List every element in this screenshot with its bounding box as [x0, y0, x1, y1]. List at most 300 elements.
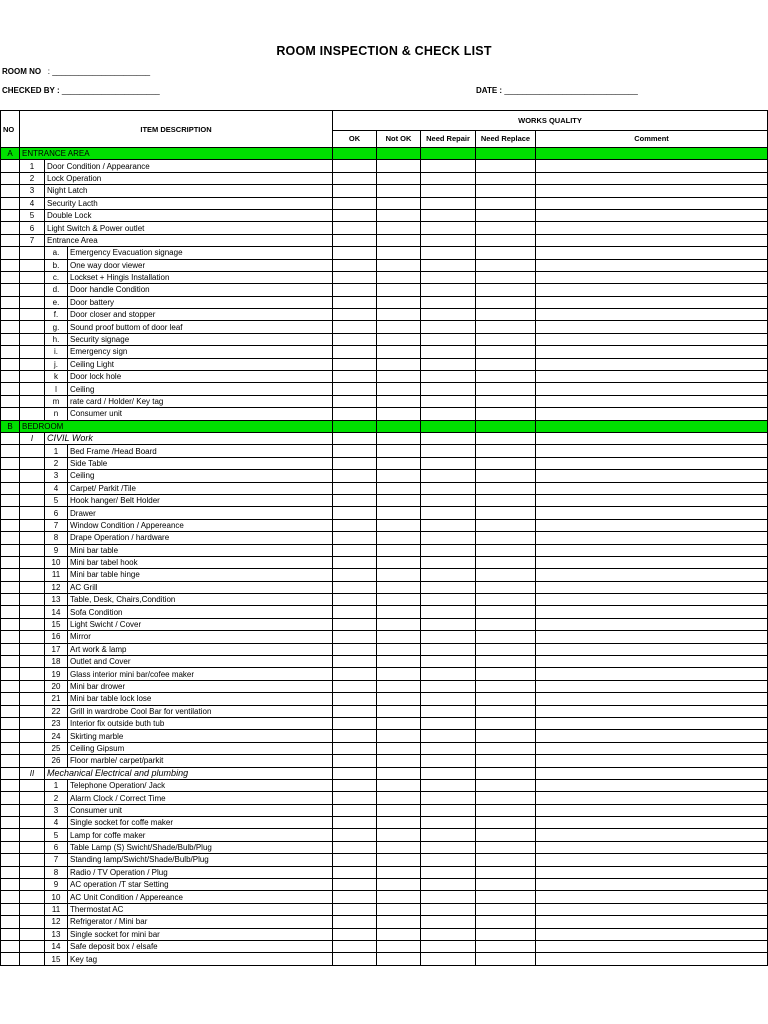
- ok-cell[interactable]: [333, 160, 377, 172]
- not-ok-cell[interactable]: [377, 631, 421, 643]
- comment-cell[interactable]: [536, 185, 768, 197]
- not-ok-cell[interactable]: [377, 358, 421, 370]
- ok-cell[interactable]: [333, 482, 377, 494]
- not-ok-cell[interactable]: [377, 532, 421, 544]
- ok-cell[interactable]: [333, 705, 377, 717]
- not-ok-cell[interactable]: [377, 903, 421, 915]
- need-replace-cell[interactable]: [476, 631, 536, 643]
- ok-cell[interactable]: [333, 916, 377, 928]
- need-repair-cell[interactable]: [421, 879, 476, 891]
- comment-cell[interactable]: [536, 197, 768, 209]
- need-repair-cell[interactable]: [421, 755, 476, 767]
- need-replace-cell[interactable]: [476, 395, 536, 407]
- ok-cell[interactable]: [333, 247, 377, 259]
- not-ok-cell[interactable]: [377, 544, 421, 556]
- need-replace-cell[interactable]: [476, 321, 536, 333]
- need-replace-cell[interactable]: [476, 247, 536, 259]
- not-ok-cell[interactable]: [377, 494, 421, 506]
- need-replace-cell[interactable]: [476, 916, 536, 928]
- need-repair-cell[interactable]: [421, 841, 476, 853]
- need-repair-cell[interactable]: [421, 371, 476, 383]
- ok-cell[interactable]: [333, 903, 377, 915]
- need-replace-cell[interactable]: [476, 618, 536, 630]
- need-repair-cell[interactable]: [421, 185, 476, 197]
- ok-cell[interactable]: [333, 569, 377, 581]
- not-ok-cell[interactable]: [377, 569, 421, 581]
- need-repair-cell[interactable]: [421, 470, 476, 482]
- not-ok-cell[interactable]: [377, 953, 421, 965]
- not-ok-cell[interactable]: [377, 309, 421, 321]
- need-repair-cell[interactable]: [421, 234, 476, 246]
- not-ok-cell[interactable]: [377, 618, 421, 630]
- need-replace-cell[interactable]: [476, 804, 536, 816]
- comment-cell[interactable]: [536, 271, 768, 283]
- need-replace-cell[interactable]: [476, 259, 536, 271]
- need-replace-cell[interactable]: [476, 148, 536, 160]
- need-repair-cell[interactable]: [421, 916, 476, 928]
- need-repair-cell[interactable]: [421, 309, 476, 321]
- not-ok-cell[interactable]: [377, 829, 421, 841]
- comment-cell[interactable]: [536, 643, 768, 655]
- not-ok-cell[interactable]: [377, 841, 421, 853]
- need-replace-cell[interactable]: [476, 581, 536, 593]
- need-repair-cell[interactable]: [421, 606, 476, 618]
- comment-cell[interactable]: [536, 494, 768, 506]
- need-repair-cell[interactable]: [421, 779, 476, 791]
- not-ok-cell[interactable]: [377, 395, 421, 407]
- need-repair-cell[interactable]: [421, 742, 476, 754]
- need-repair-cell[interactable]: [421, 247, 476, 259]
- not-ok-cell[interactable]: [377, 284, 421, 296]
- comment-cell[interactable]: [536, 705, 768, 717]
- comment-cell[interactable]: [536, 234, 768, 246]
- need-repair-cell[interactable]: [421, 321, 476, 333]
- need-repair-cell[interactable]: [421, 172, 476, 184]
- need-repair-cell[interactable]: [421, 532, 476, 544]
- need-replace-cell[interactable]: [476, 197, 536, 209]
- comment-cell[interactable]: [536, 953, 768, 965]
- need-repair-cell[interactable]: [421, 284, 476, 296]
- checked-by-field[interactable]: [2, 86, 160, 95]
- need-replace-cell[interactable]: [476, 271, 536, 283]
- not-ok-cell[interactable]: [377, 222, 421, 234]
- need-replace-cell[interactable]: [476, 284, 536, 296]
- need-repair-cell[interactable]: [421, 668, 476, 680]
- ok-cell[interactable]: [333, 148, 377, 160]
- need-replace-cell[interactable]: [476, 891, 536, 903]
- need-repair-cell[interactable]: [421, 271, 476, 283]
- not-ok-cell[interactable]: [377, 371, 421, 383]
- comment-cell[interactable]: [536, 222, 768, 234]
- need-replace-cell[interactable]: [476, 829, 536, 841]
- need-replace-cell[interactable]: [476, 730, 536, 742]
- ok-cell[interactable]: [333, 755, 377, 767]
- ok-cell[interactable]: [333, 408, 377, 420]
- ok-cell[interactable]: [333, 234, 377, 246]
- need-replace-cell[interactable]: [476, 544, 536, 556]
- comment-cell[interactable]: [536, 594, 768, 606]
- need-replace-cell[interactable]: [476, 160, 536, 172]
- ok-cell[interactable]: [333, 693, 377, 705]
- ok-cell[interactable]: [333, 953, 377, 965]
- comment-cell[interactable]: [536, 903, 768, 915]
- ok-cell[interactable]: [333, 631, 377, 643]
- comment-cell[interactable]: [536, 371, 768, 383]
- need-repair-cell[interactable]: [421, 730, 476, 742]
- comment-cell[interactable]: [536, 160, 768, 172]
- need-replace-cell[interactable]: [476, 432, 536, 444]
- not-ok-cell[interactable]: [377, 705, 421, 717]
- need-repair-cell[interactable]: [421, 346, 476, 358]
- comment-cell[interactable]: [536, 742, 768, 754]
- not-ok-cell[interactable]: [377, 767, 421, 779]
- need-repair-cell[interactable]: [421, 631, 476, 643]
- ok-cell[interactable]: [333, 817, 377, 829]
- ok-cell[interactable]: [333, 841, 377, 853]
- ok-cell[interactable]: [333, 668, 377, 680]
- ok-cell[interactable]: [333, 804, 377, 816]
- not-ok-cell[interactable]: [377, 420, 421, 432]
- need-repair-cell[interactable]: [421, 854, 476, 866]
- not-ok-cell[interactable]: [377, 928, 421, 940]
- ok-cell[interactable]: [333, 829, 377, 841]
- not-ok-cell[interactable]: [377, 346, 421, 358]
- need-replace-cell[interactable]: [476, 333, 536, 345]
- not-ok-cell[interactable]: [377, 680, 421, 692]
- need-repair-cell[interactable]: [421, 457, 476, 469]
- comment-cell[interactable]: [536, 532, 768, 544]
- need-repair-cell[interactable]: [421, 544, 476, 556]
- not-ok-cell[interactable]: [377, 717, 421, 729]
- need-repair-cell[interactable]: [421, 259, 476, 271]
- need-replace-cell[interactable]: [476, 792, 536, 804]
- comment-cell[interactable]: [536, 358, 768, 370]
- comment-cell[interactable]: [536, 941, 768, 953]
- need-repair-cell[interactable]: [421, 680, 476, 692]
- need-replace-cell[interactable]: [476, 779, 536, 791]
- ok-cell[interactable]: [333, 259, 377, 271]
- not-ok-cell[interactable]: [377, 779, 421, 791]
- comment-cell[interactable]: [536, 891, 768, 903]
- room-no-field[interactable]: [2, 67, 150, 76]
- not-ok-cell[interactable]: [377, 408, 421, 420]
- comment-cell[interactable]: [536, 209, 768, 221]
- ok-cell[interactable]: [333, 358, 377, 370]
- need-replace-cell[interactable]: [476, 817, 536, 829]
- ok-cell[interactable]: [333, 209, 377, 221]
- ok-cell[interactable]: [333, 656, 377, 668]
- need-repair-cell[interactable]: [421, 209, 476, 221]
- comment-cell[interactable]: [536, 457, 768, 469]
- need-replace-cell[interactable]: [476, 680, 536, 692]
- comment-cell[interactable]: [536, 408, 768, 420]
- ok-cell[interactable]: [333, 594, 377, 606]
- need-repair-cell[interactable]: [421, 581, 476, 593]
- need-replace-cell[interactable]: [476, 494, 536, 506]
- need-replace-cell[interactable]: [476, 941, 536, 953]
- need-replace-cell[interactable]: [476, 556, 536, 568]
- not-ok-cell[interactable]: [377, 581, 421, 593]
- ok-cell[interactable]: [333, 519, 377, 531]
- not-ok-cell[interactable]: [377, 730, 421, 742]
- not-ok-cell[interactable]: [377, 197, 421, 209]
- need-replace-cell[interactable]: [476, 903, 536, 915]
- ok-cell[interactable]: [333, 779, 377, 791]
- not-ok-cell[interactable]: [377, 247, 421, 259]
- comment-cell[interactable]: [536, 259, 768, 271]
- not-ok-cell[interactable]: [377, 891, 421, 903]
- need-replace-cell[interactable]: [476, 209, 536, 221]
- need-repair-cell[interactable]: [421, 643, 476, 655]
- need-repair-cell[interactable]: [421, 445, 476, 457]
- comment-cell[interactable]: [536, 817, 768, 829]
- need-repair-cell[interactable]: [421, 408, 476, 420]
- not-ok-cell[interactable]: [377, 693, 421, 705]
- comment-cell[interactable]: [536, 631, 768, 643]
- comment-cell[interactable]: [536, 717, 768, 729]
- need-repair-cell[interactable]: [421, 804, 476, 816]
- need-repair-cell[interactable]: [421, 432, 476, 444]
- need-repair-cell[interactable]: [421, 767, 476, 779]
- need-repair-cell[interactable]: [421, 507, 476, 519]
- comment-cell[interactable]: [536, 668, 768, 680]
- not-ok-cell[interactable]: [377, 209, 421, 221]
- need-replace-cell[interactable]: [476, 408, 536, 420]
- comment-cell[interactable]: [536, 606, 768, 618]
- comment-cell[interactable]: [536, 767, 768, 779]
- ok-cell[interactable]: [333, 309, 377, 321]
- not-ok-cell[interactable]: [377, 271, 421, 283]
- need-repair-cell[interactable]: [421, 903, 476, 915]
- need-replace-cell[interactable]: [476, 470, 536, 482]
- need-replace-cell[interactable]: [476, 172, 536, 184]
- need-replace-cell[interactable]: [476, 222, 536, 234]
- comment-cell[interactable]: [536, 420, 768, 432]
- ok-cell[interactable]: [333, 854, 377, 866]
- need-repair-cell[interactable]: [421, 333, 476, 345]
- comment-cell[interactable]: [536, 296, 768, 308]
- not-ok-cell[interactable]: [377, 185, 421, 197]
- need-replace-cell[interactable]: [476, 742, 536, 754]
- not-ok-cell[interactable]: [377, 656, 421, 668]
- ok-cell[interactable]: [333, 891, 377, 903]
- ok-cell[interactable]: [333, 866, 377, 878]
- need-replace-cell[interactable]: [476, 346, 536, 358]
- ok-cell[interactable]: [333, 470, 377, 482]
- need-repair-cell[interactable]: [421, 160, 476, 172]
- comment-cell[interactable]: [536, 792, 768, 804]
- ok-cell[interactable]: [333, 172, 377, 184]
- ok-cell[interactable]: [333, 197, 377, 209]
- not-ok-cell[interactable]: [377, 470, 421, 482]
- comment-cell[interactable]: [536, 916, 768, 928]
- ok-cell[interactable]: [333, 928, 377, 940]
- comment-cell[interactable]: [536, 804, 768, 816]
- ok-cell[interactable]: [333, 730, 377, 742]
- ok-cell[interactable]: [333, 544, 377, 556]
- need-replace-cell[interactable]: [476, 594, 536, 606]
- need-replace-cell[interactable]: [476, 532, 536, 544]
- date-field[interactable]: [476, 86, 638, 95]
- comment-cell[interactable]: [536, 656, 768, 668]
- need-replace-cell[interactable]: [476, 296, 536, 308]
- comment-cell[interactable]: [536, 148, 768, 160]
- need-replace-cell[interactable]: [476, 371, 536, 383]
- need-replace-cell[interactable]: [476, 953, 536, 965]
- ok-cell[interactable]: [333, 532, 377, 544]
- need-repair-cell[interactable]: [421, 829, 476, 841]
- comment-cell[interactable]: [536, 432, 768, 444]
- comment-cell[interactable]: [536, 879, 768, 891]
- need-replace-cell[interactable]: [476, 866, 536, 878]
- not-ok-cell[interactable]: [377, 606, 421, 618]
- comment-cell[interactable]: [536, 581, 768, 593]
- not-ok-cell[interactable]: [377, 755, 421, 767]
- need-repair-cell[interactable]: [421, 482, 476, 494]
- ok-cell[interactable]: [333, 445, 377, 457]
- ok-cell[interactable]: [333, 742, 377, 754]
- comment-cell[interactable]: [536, 618, 768, 630]
- need-replace-cell[interactable]: [476, 854, 536, 866]
- need-replace-cell[interactable]: [476, 767, 536, 779]
- need-repair-cell[interactable]: [421, 494, 476, 506]
- need-replace-cell[interactable]: [476, 606, 536, 618]
- need-repair-cell[interactable]: [421, 717, 476, 729]
- ok-cell[interactable]: [333, 222, 377, 234]
- need-repair-cell[interactable]: [421, 420, 476, 432]
- need-replace-cell[interactable]: [476, 185, 536, 197]
- comment-cell[interactable]: [536, 507, 768, 519]
- need-repair-cell[interactable]: [421, 383, 476, 395]
- need-repair-cell[interactable]: [421, 693, 476, 705]
- comment-cell[interactable]: [536, 755, 768, 767]
- not-ok-cell[interactable]: [377, 333, 421, 345]
- not-ok-cell[interactable]: [377, 556, 421, 568]
- need-repair-cell[interactable]: [421, 817, 476, 829]
- need-replace-cell[interactable]: [476, 693, 536, 705]
- comment-cell[interactable]: [536, 544, 768, 556]
- not-ok-cell[interactable]: [377, 668, 421, 680]
- not-ok-cell[interactable]: [377, 643, 421, 655]
- need-replace-cell[interactable]: [476, 383, 536, 395]
- comment-cell[interactable]: [536, 445, 768, 457]
- comment-cell[interactable]: [536, 569, 768, 581]
- need-repair-cell[interactable]: [421, 395, 476, 407]
- not-ok-cell[interactable]: [377, 482, 421, 494]
- not-ok-cell[interactable]: [377, 172, 421, 184]
- need-replace-cell[interactable]: [476, 643, 536, 655]
- need-replace-cell[interactable]: [476, 841, 536, 853]
- comment-cell[interactable]: [536, 556, 768, 568]
- need-repair-cell[interactable]: [421, 594, 476, 606]
- not-ok-cell[interactable]: [377, 941, 421, 953]
- need-repair-cell[interactable]: [421, 556, 476, 568]
- comment-cell[interactable]: [536, 383, 768, 395]
- comment-cell[interactable]: [536, 866, 768, 878]
- ok-cell[interactable]: [333, 507, 377, 519]
- ok-cell[interactable]: [333, 792, 377, 804]
- ok-cell[interactable]: [333, 879, 377, 891]
- ok-cell[interactable]: [333, 941, 377, 953]
- need-repair-cell[interactable]: [421, 891, 476, 903]
- not-ok-cell[interactable]: [377, 742, 421, 754]
- need-replace-cell[interactable]: [476, 705, 536, 717]
- need-repair-cell[interactable]: [421, 296, 476, 308]
- need-replace-cell[interactable]: [476, 656, 536, 668]
- need-replace-cell[interactable]: [476, 482, 536, 494]
- need-repair-cell[interactable]: [421, 519, 476, 531]
- not-ok-cell[interactable]: [377, 457, 421, 469]
- need-replace-cell[interactable]: [476, 928, 536, 940]
- need-replace-cell[interactable]: [476, 879, 536, 891]
- need-repair-cell[interactable]: [421, 222, 476, 234]
- ok-cell[interactable]: [333, 395, 377, 407]
- not-ok-cell[interactable]: [377, 519, 421, 531]
- need-repair-cell[interactable]: [421, 358, 476, 370]
- comment-cell[interactable]: [536, 482, 768, 494]
- not-ok-cell[interactable]: [377, 507, 421, 519]
- not-ok-cell[interactable]: [377, 160, 421, 172]
- not-ok-cell[interactable]: [377, 804, 421, 816]
- comment-cell[interactable]: [536, 333, 768, 345]
- comment-cell[interactable]: [536, 470, 768, 482]
- ok-cell[interactable]: [333, 333, 377, 345]
- ok-cell[interactable]: [333, 185, 377, 197]
- need-replace-cell[interactable]: [476, 457, 536, 469]
- comment-cell[interactable]: [536, 680, 768, 692]
- comment-cell[interactable]: [536, 693, 768, 705]
- ok-cell[interactable]: [333, 321, 377, 333]
- need-replace-cell[interactable]: [476, 234, 536, 246]
- not-ok-cell[interactable]: [377, 792, 421, 804]
- ok-cell[interactable]: [333, 680, 377, 692]
- not-ok-cell[interactable]: [377, 866, 421, 878]
- not-ok-cell[interactable]: [377, 234, 421, 246]
- need-replace-cell[interactable]: [476, 309, 536, 321]
- comment-cell[interactable]: [536, 841, 768, 853]
- comment-cell[interactable]: [536, 284, 768, 296]
- not-ok-cell[interactable]: [377, 321, 421, 333]
- ok-cell[interactable]: [333, 296, 377, 308]
- comment-cell[interactable]: [536, 928, 768, 940]
- comment-cell[interactable]: [536, 395, 768, 407]
- need-repair-cell[interactable]: [421, 866, 476, 878]
- need-repair-cell[interactable]: [421, 148, 476, 160]
- not-ok-cell[interactable]: [377, 383, 421, 395]
- ok-cell[interactable]: [333, 717, 377, 729]
- ok-cell[interactable]: [333, 618, 377, 630]
- need-replace-cell[interactable]: [476, 569, 536, 581]
- ok-cell[interactable]: [333, 420, 377, 432]
- need-repair-cell[interactable]: [421, 928, 476, 940]
- ok-cell[interactable]: [333, 556, 377, 568]
- ok-cell[interactable]: [333, 271, 377, 283]
- not-ok-cell[interactable]: [377, 296, 421, 308]
- not-ok-cell[interactable]: [377, 594, 421, 606]
- need-replace-cell[interactable]: [476, 358, 536, 370]
- ok-cell[interactable]: [333, 767, 377, 779]
- need-repair-cell[interactable]: [421, 569, 476, 581]
- need-replace-cell[interactable]: [476, 717, 536, 729]
- not-ok-cell[interactable]: [377, 148, 421, 160]
- comment-cell[interactable]: [536, 829, 768, 841]
- comment-cell[interactable]: [536, 519, 768, 531]
- comment-cell[interactable]: [536, 346, 768, 358]
- need-repair-cell[interactable]: [421, 953, 476, 965]
- ok-cell[interactable]: [333, 494, 377, 506]
- ok-cell[interactable]: [333, 581, 377, 593]
- not-ok-cell[interactable]: [377, 916, 421, 928]
